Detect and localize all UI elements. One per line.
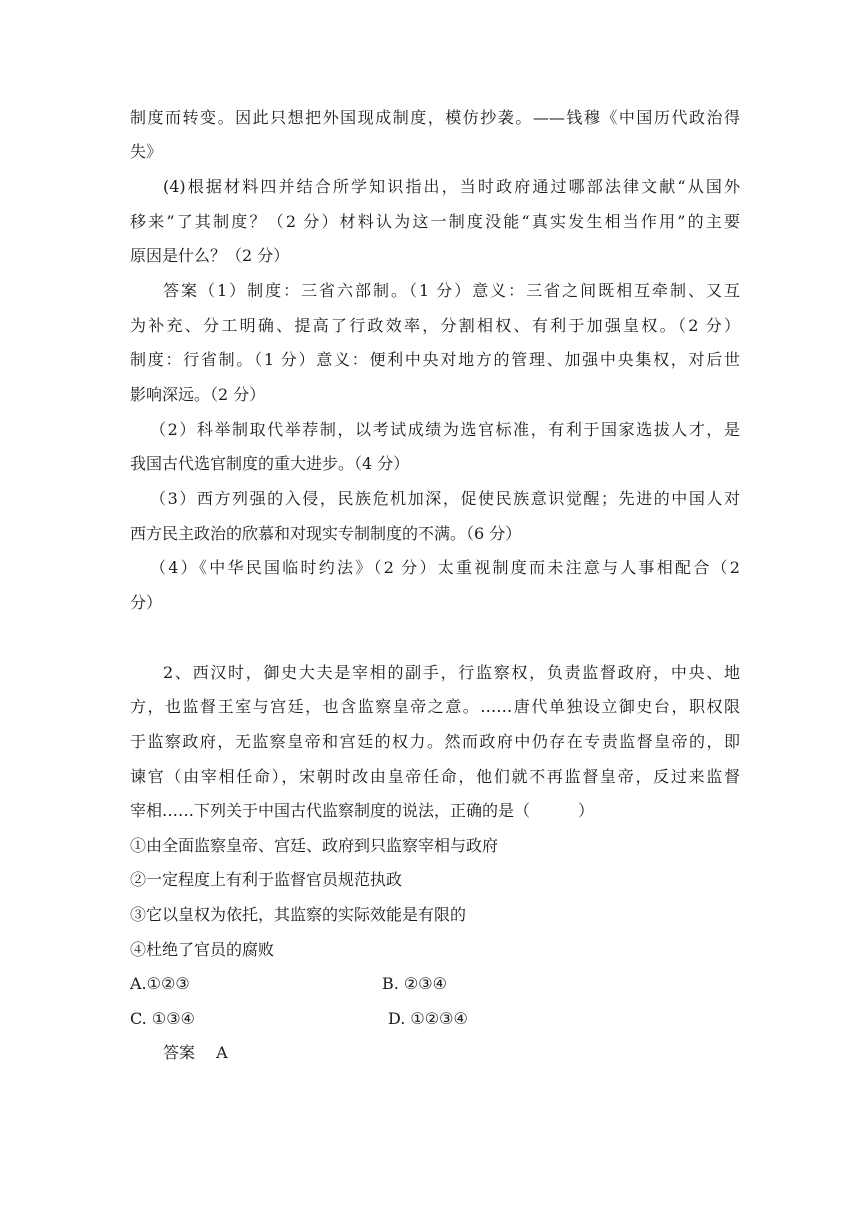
q2-option-c: C. ①③④ bbox=[130, 1009, 195, 1028]
q2-item-2: ②一定程度上有利于监督官员规范执政 bbox=[130, 870, 403, 889]
q2-item-3: ③它以皇权为依托，其监察的实际效能是有限的 bbox=[130, 905, 467, 924]
q2-item-1: ①由全面监察皇帝、宫廷、政府到只监察宰相与政府 bbox=[130, 836, 499, 855]
q1-part4-line-2: 移来”了其制度？（2 分）材料认为这一制度没能“真实发生相当作用”的主要 bbox=[130, 212, 740, 231]
q1-answer-1-line-4: 影响深远。（2 分） bbox=[130, 385, 266, 404]
q2-option-b: B. ②③④ bbox=[382, 974, 447, 993]
q1-part4-line-3: 原因是什么？（2 分） bbox=[130, 246, 290, 265]
q2-item-4: ④杜绝了官员的腐败 bbox=[130, 940, 275, 959]
q1-answer-1-line-3: 制度：行省制。（1 分）意义：便利中央对地方的管理、加强中央集权，对后世 bbox=[130, 350, 740, 369]
q1-answer-4-line-1: （4）《中华民国临时约法》（2 分）太重视制度而未注意与人事相配合（2 bbox=[150, 558, 740, 577]
q2-stem-line-5: 宰相……下列关于中国古代监察制度的说法，正确的是（ ） bbox=[130, 801, 595, 820]
q1-part4-line-1: (4)根据材料四并结合所学知识指出，当时政府通过哪部法律文献“从国外 bbox=[163, 177, 740, 196]
q1-answer-1-line-2: 为补充、分工明确、提高了行政效率，分割相权、有利于加强皇权。（2 分） bbox=[130, 316, 740, 335]
q1-answer-2-line-2: 我国古代选官制度的重大进步。（4 分） bbox=[130, 454, 410, 473]
q2-option-a: A.①②③ bbox=[130, 974, 190, 993]
q1-quote-line-2: 失》 bbox=[130, 142, 163, 161]
q2-stem-line-2: 方，也监督王室与宫廷，也含监察皇帝之意。……唐代单独设立御史台，职权限 bbox=[130, 697, 740, 716]
q2-option-d: D. ①②③④ bbox=[388, 1009, 468, 1028]
q1-answer-4-line-2: 分） bbox=[130, 593, 163, 612]
q1-quote-line-1: 制度而转变。因此只想把外国现成制度，模仿抄袭。——钱穆《中国历代政治得 bbox=[130, 108, 740, 127]
q2-stem-line-3: 于监察政府，无监察皇帝和宫廷的权力。然而政府中仍存在专责监督皇帝的，即 bbox=[130, 732, 740, 751]
q1-answer-2-line-1: （2）科举制取代举荐制，以考试成绩为选官标准，有利于国家选拔人才，是 bbox=[150, 420, 740, 439]
q2-answer: 答案 A bbox=[163, 1043, 228, 1062]
q1-answer-3-line-1: （3）西方列强的入侵，民族危机加深，促使民族意识觉醒；先进的中国人对 bbox=[150, 489, 740, 508]
q2-stem-line-4: 谏官（由宰相任命），宋朝时改由皇帝任命，他们就不再监督皇帝，反过来监督 bbox=[130, 767, 740, 786]
q1-answer-1-line-1: 答案（1）制度：三省六部制。（1 分）意义：三省之间既相互牵制、又互 bbox=[163, 281, 740, 300]
q1-answer-3-line-2: 西方民主政治的欣慕和对现实专制制度的不满。（6 分） bbox=[130, 524, 522, 543]
q2-stem-line-1: 2、西汉时，御史大夫是宰相的副手，行监察权，负责监督政府，中央、地 bbox=[163, 663, 740, 682]
